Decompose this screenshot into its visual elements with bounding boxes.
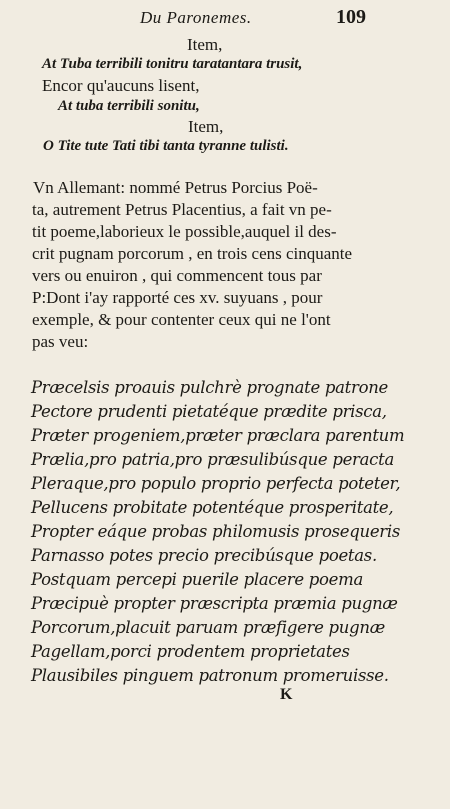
citation-note: Encor qu'aucuns lisent, <box>42 76 200 95</box>
signature-mark: K <box>280 686 293 703</box>
running-head: Du Paronemes. <box>140 8 252 27</box>
citation-verse: O Tite tute Tati tibi tanta tyranne tulisti. <box>43 138 289 154</box>
paragraph-line: crit pugnam porcorum , en trois cens cinquante <box>32 244 353 263</box>
paragraph-line: ta, autrement Petrus Placentius, a fait vn pe- <box>32 200 332 219</box>
page-number: 109 <box>336 6 366 28</box>
paragraph-line: vers ou enuiron , qui commencent tous par <box>32 266 322 285</box>
paragraph-line: exemple, & pour contenter ceux qui ne l'ont <box>32 310 331 329</box>
verse-line: Porcorum,placuit paruam præfigere pugnæ <box>31 618 385 637</box>
citation-item-label: Item, <box>188 117 224 136</box>
paragraph-line: Vn Allemant: nommé Petrus Porcius Poë- <box>33 178 318 197</box>
paragraph-line: pas veu: <box>32 332 89 351</box>
verse-line: Pleraque,pro populo proprio perfecta poteter, <box>31 474 401 493</box>
citation-item-label: Item, <box>187 35 223 54</box>
citation-verse: At Tuba terribili tonitru taratantara trusit, <box>42 56 303 72</box>
verse-line: Parnasso potes precio precibúsque poetas. <box>31 546 377 565</box>
verse-line: Pectore prudenti pietatéque prædite prisca, <box>31 402 387 421</box>
verse-line: Præter progeniem,præter præclara parentum <box>31 426 405 445</box>
verse-line: Pellucens probitate potentéque prosperitate, <box>31 498 394 517</box>
verse-line: Præcipuè propter præscripta præmia pugnæ <box>31 594 398 613</box>
page-header <box>0 4 450 30</box>
verse-line: Plausibiles pinguem patronum promeruisse. <box>31 666 389 685</box>
paragraph-line: tit poeme,laborieux le possible,auquel il des- <box>32 222 337 241</box>
verse-line: Postquam percepi puerile placere poema <box>31 570 364 589</box>
verse-line: Præcelsis proauis pulchrè prognate patrone <box>31 378 388 397</box>
verse-line: Prælia,pro patria,pro præsulibúsque peracta <box>31 450 394 469</box>
verse-line: Pagellam,porci prodentem proprietates <box>31 642 350 661</box>
paragraph-line: P:Dont i'ay rapporté ces xv. suyuans , pour <box>32 288 323 307</box>
verse-line: Propter eáque probas philomusis prosequeris <box>31 522 401 541</box>
citation-verse: At tuba terribili sonitu, <box>58 98 200 114</box>
